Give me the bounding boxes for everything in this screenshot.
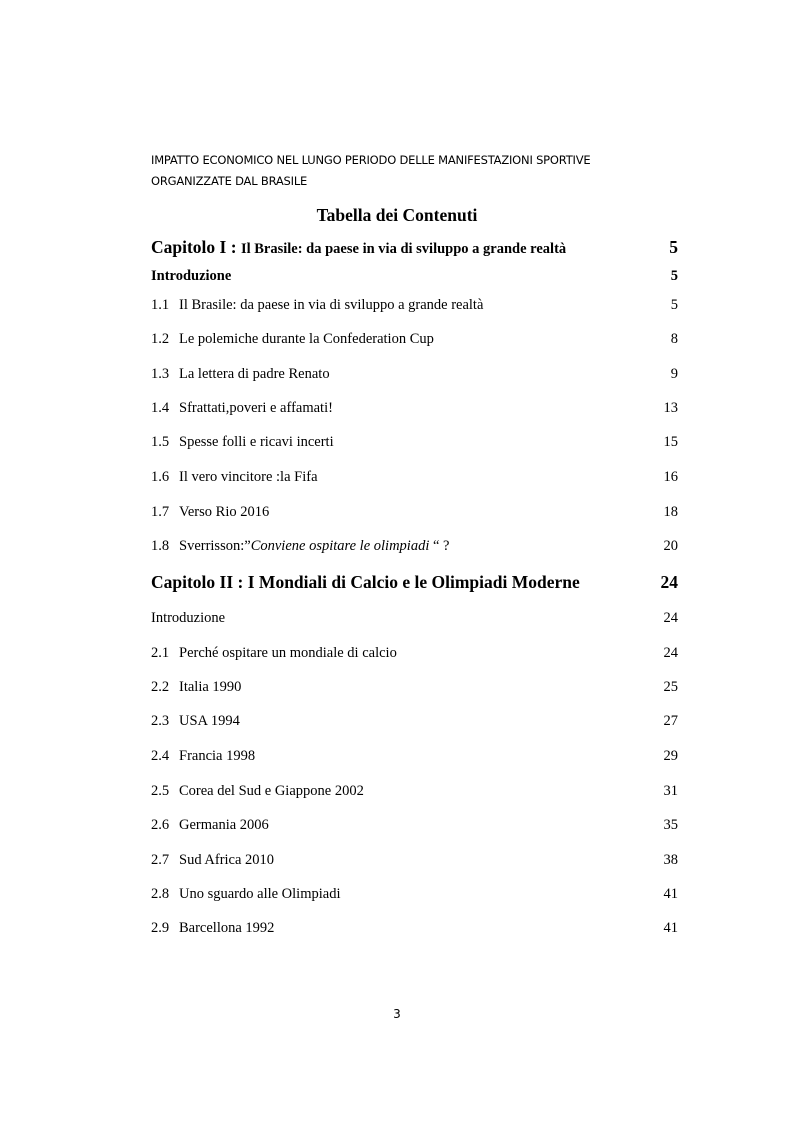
toc-entry-1-4[interactable] (151, 400, 678, 417)
toc-entry-1-1[interactable] (151, 297, 678, 314)
toc-entry-2-9[interactable] (151, 920, 678, 937)
chapter-1-separator: : (226, 237, 241, 257)
toc-entry-page: 41 (663, 920, 678, 936)
toc-entry-title: Verso Rio 2016 (179, 504, 270, 520)
chapter-2-title: I Mondiali di Calcio e le Olimpiadi Moderne (247, 572, 580, 592)
toc-title: Tabella dei Contenuti (316, 205, 478, 225)
toc-entry-page: 8 (670, 331, 678, 347)
table-of-contents (151, 0, 678, 1122)
toc-entry-title: USA 1994 (179, 713, 240, 729)
page-number: 3 (393, 1007, 401, 1021)
toc-entry-title: Introduzione (151, 268, 232, 284)
chapter-2-separator: : (233, 572, 248, 592)
toc-entry-title: Le polemiche durante la Confederation Cup (179, 331, 434, 347)
toc-entry-2-4[interactable] (151, 748, 678, 765)
toc-entry-2-5[interactable] (151, 783, 678, 800)
toc-entry-page: 38 (663, 852, 678, 868)
header-line-1: IMPATTO ECONOMICO NEL LUNGO PERIODO DELLE MANIFESTAZIONI SPORTIVE (151, 153, 591, 167)
toc-entry-page: 15 (663, 434, 678, 450)
toc-entry-number: 1.8 (151, 538, 170, 554)
toc-entry-page: 35 (663, 817, 678, 833)
toc-entry-title: La lettera di padre Renato (179, 366, 330, 382)
toc-entry-title: Corea del Sud e Giappone 2002 (179, 783, 364, 799)
toc-entry-title: Barcellona 1992 (179, 920, 275, 936)
toc-entry-number: 2.5 (151, 783, 170, 799)
toc-entry-2-8[interactable] (151, 886, 678, 903)
toc-entry-title: Italia 1990 (179, 679, 242, 695)
toc-entry-1-3[interactable] (151, 366, 678, 383)
toc-entry-page: 5 (670, 268, 678, 284)
chapter-2-page: 24 (660, 572, 678, 592)
toc-entry-page: 31 (663, 783, 678, 799)
toc-entry-number: 1.4 (151, 400, 170, 416)
chapter-2-label: Capitolo II (151, 572, 234, 592)
toc-entry-title: Sfrattati,poveri e affamati! (179, 400, 333, 416)
toc-entry-number: 2.1 (151, 645, 170, 661)
chapter-1-page: 5 (669, 237, 678, 257)
toc-entry-2-2[interactable] (151, 679, 678, 696)
toc-entry-number: 1.3 (151, 366, 170, 382)
toc-entry-page: 9 (670, 366, 678, 382)
toc-entry-title: Spesse folli e ricavi incerti (179, 434, 334, 450)
toc-entry-page: 18 (663, 504, 678, 520)
toc-entry-page: 16 (663, 469, 678, 485)
toc-chapter-1-intro[interactable] (151, 268, 678, 285)
toc-entry-2-7[interactable] (151, 852, 678, 869)
toc-entry-2-1[interactable] (151, 645, 678, 662)
toc-entry-number: 1.6 (151, 469, 170, 485)
toc-entry-number: 2.2 (151, 679, 170, 695)
toc-entry-number: 2.6 (151, 817, 170, 833)
toc-entry-title: Francia 1998 (179, 748, 256, 764)
toc-entry-page: 5 (670, 297, 678, 313)
toc-entry-page: 13 (663, 400, 678, 416)
toc-entry-1-5[interactable] (151, 434, 678, 451)
toc-entry-page: 24 (663, 645, 678, 661)
chapter-1-label: Capitolo I (151, 237, 227, 257)
toc-entry-page: 41 (663, 886, 678, 902)
toc-entry-title-suffix: “ ? (429, 538, 450, 554)
toc-entry-1-6[interactable] (151, 469, 678, 486)
toc-entry-1-2[interactable] (151, 331, 678, 348)
toc-chapter-2[interactable] (151, 572, 678, 593)
toc-entry-title: Uno sguardo alle Olimpiadi (179, 886, 341, 902)
toc-entry-number: 2.8 (151, 886, 170, 902)
toc-entry-page: 24 (663, 610, 678, 626)
toc-entry-1-7[interactable] (151, 504, 678, 521)
toc-entry-page: 27 (663, 713, 678, 729)
toc-chapter-1[interactable] (151, 237, 678, 258)
toc-entry-number: 1.1 (151, 297, 170, 313)
toc-entry-title: Perché ospitare un mondiale di calcio (179, 645, 397, 661)
toc-entry-number: 1.7 (151, 504, 170, 520)
toc-entry-page: 20 (663, 538, 678, 554)
toc-entry-number: 1.2 (151, 331, 170, 347)
toc-entry-2-3[interactable] (151, 713, 678, 730)
chapter-1-title: Il Brasile: da paese in via di sviluppo a grande realtà (240, 241, 567, 257)
toc-entry-title: Germania 2006 (179, 817, 269, 833)
toc-entry-2-6[interactable] (151, 817, 678, 834)
toc-entry-title: Il Brasile: da paese in via di sviluppo a grande realtà (179, 297, 484, 313)
toc-entry-title-italic: Conviene ospitare le olimpiadi (250, 538, 430, 554)
toc-entry-title: Sud Africa 2010 (179, 852, 275, 868)
toc-entry-number: 2.7 (151, 852, 170, 868)
header-line-2: ORGANIZZATE DAL BRASILE (151, 174, 308, 188)
toc-entry-title-prefix: Sverrisson:” (179, 538, 251, 554)
toc-entry-number: 2.3 (151, 713, 170, 729)
toc-entry-title: Il vero vincitore :la Fifa (179, 469, 318, 485)
toc-entry-title: Introduzione (151, 610, 226, 626)
toc-chapter-2-intro[interactable] (151, 610, 678, 627)
toc-entry-1-8[interactable] (151, 538, 678, 555)
toc-entry-number: 2.9 (151, 920, 170, 936)
toc-entry-page: 29 (663, 748, 678, 764)
toc-entry-number: 1.5 (151, 434, 170, 450)
toc-entry-number: 2.4 (151, 748, 170, 764)
toc-entry-page: 25 (663, 679, 678, 695)
